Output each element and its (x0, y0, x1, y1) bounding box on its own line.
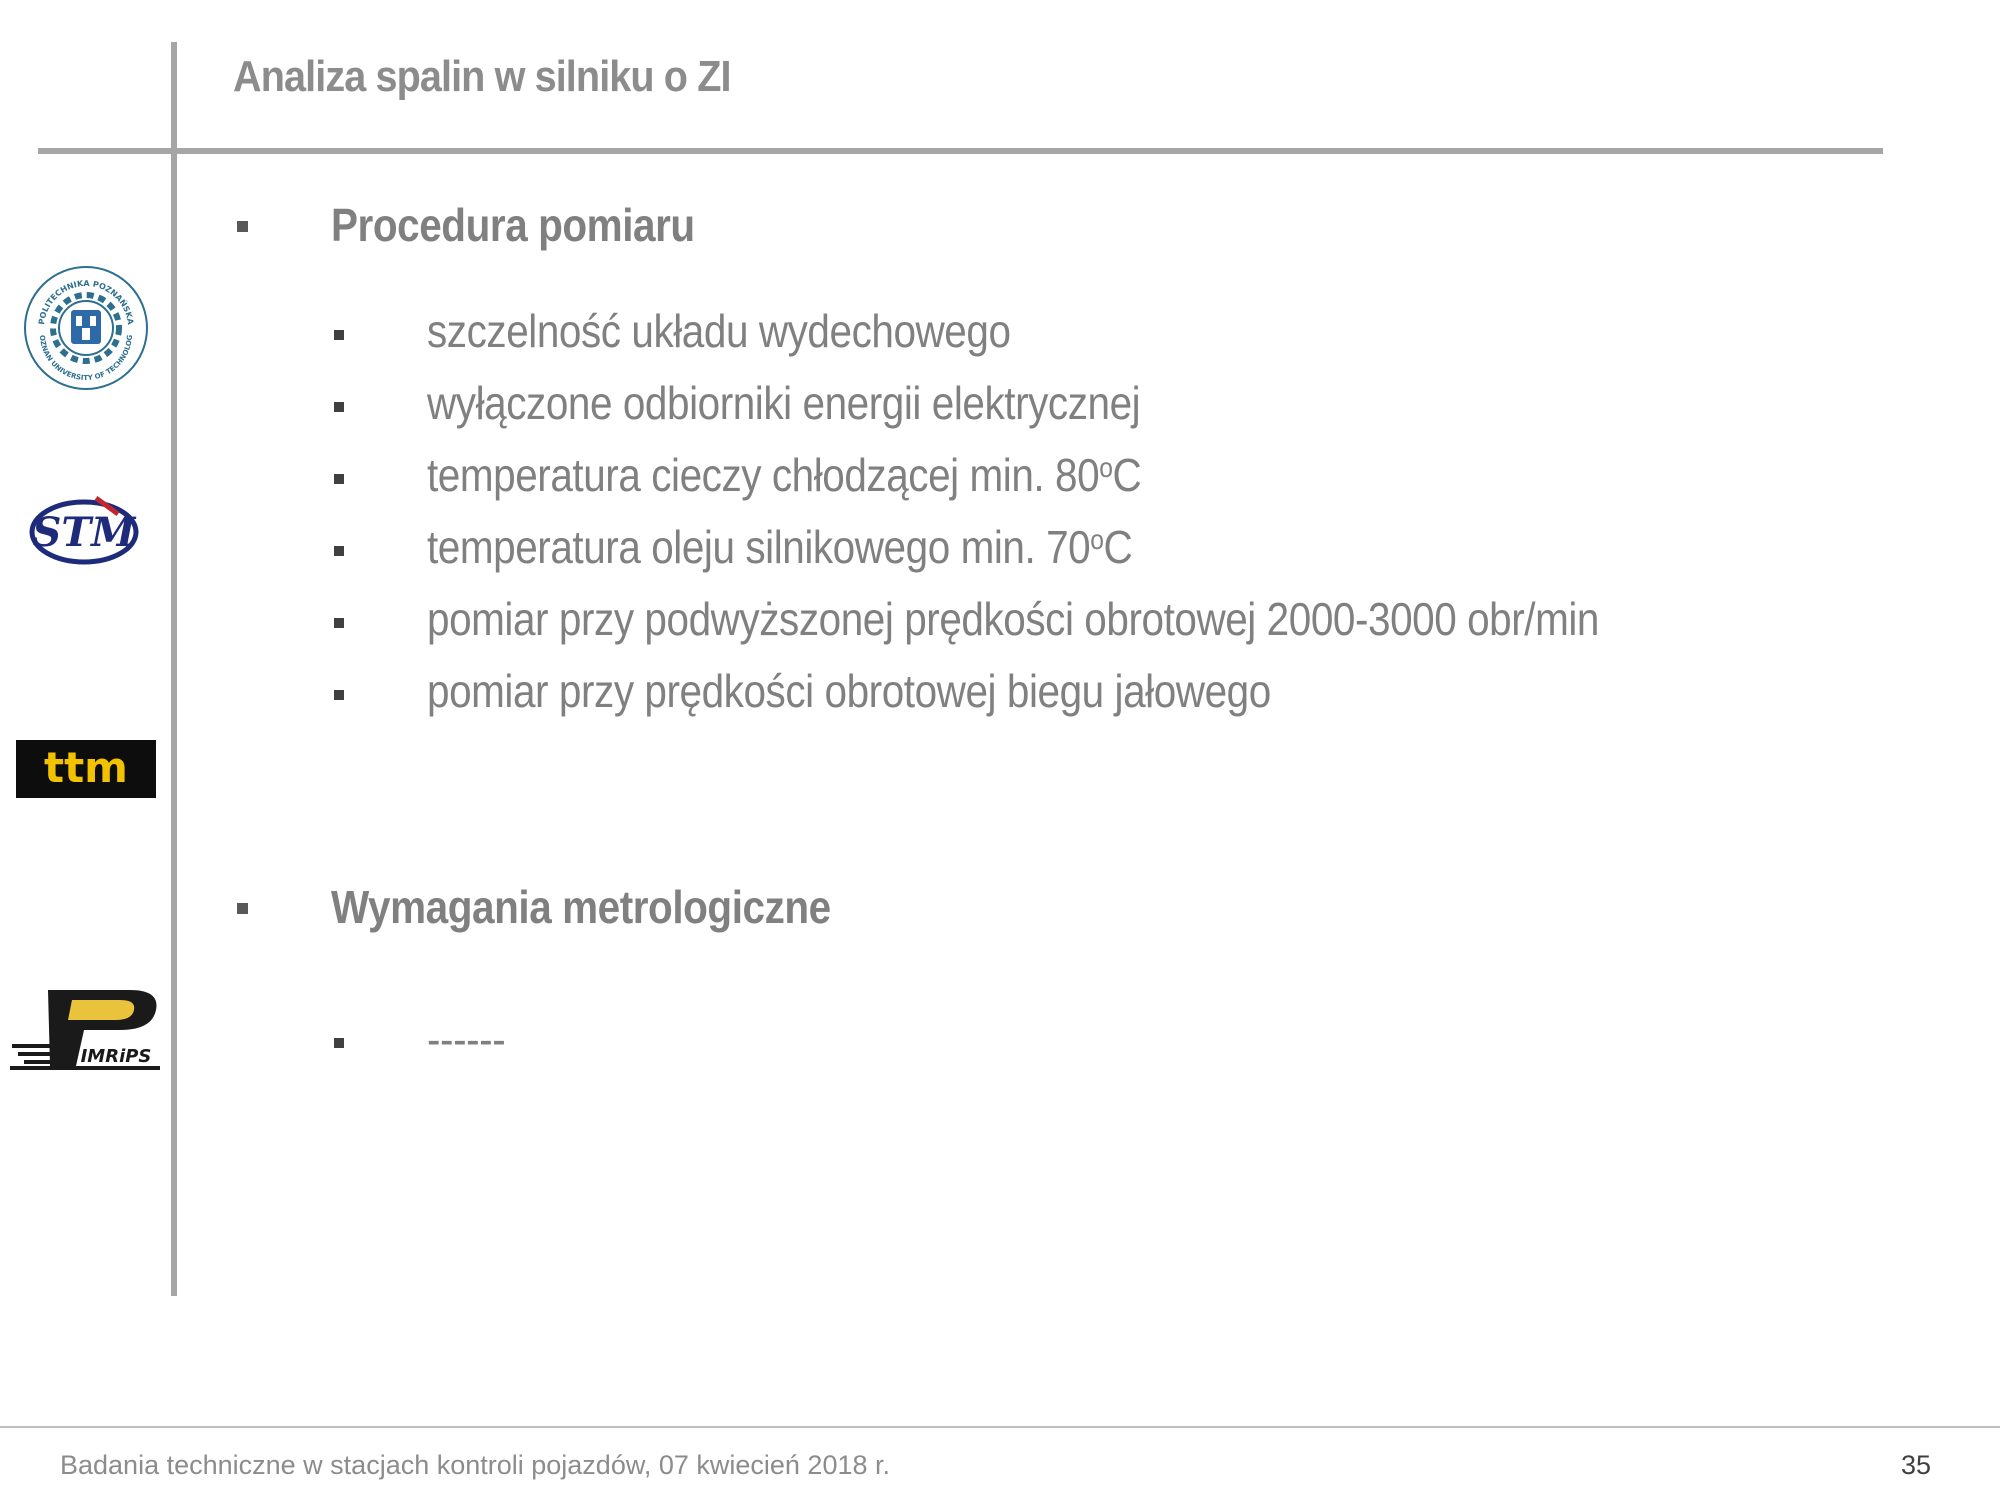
page-number: 35 (1901, 1450, 1932, 1480)
list-item: temperatura cieczy chłodzącej min. 80$^o$C (427, 449, 1142, 501)
svg-text:STM: STM (32, 509, 136, 556)
stm-logo (26, 490, 142, 575)
svg-text:POLITECHNIKA POZNAŃSKA: POLITECHNIKA POZNAŃSKA (37, 278, 135, 326)
list-item: wyłączone odbiorniki energii elektrycznej (427, 377, 1141, 429)
ttm-logo (16, 740, 156, 803)
section-heading-procedura: Procedura pomiaru (331, 199, 695, 251)
header-divider (38, 148, 1883, 154)
list-item: temperatura oleju silnikowego min. 70$^o$C (427, 521, 1133, 573)
vertical-divider (171, 42, 177, 1296)
footer-divider (0, 1426, 2000, 1428)
item-bullet (334, 402, 344, 412)
section-heading-wymagania: Wymagania metrologiczne (331, 881, 831, 933)
section-bullet (237, 903, 248, 914)
pimrips-logo (10, 986, 160, 1077)
slide-title: Analiza spalin w silniku o ZI (233, 52, 731, 101)
item-bullet (334, 546, 344, 556)
item-bullet (334, 474, 344, 484)
svg-text:IMRiPS: IMRiPS (80, 1046, 152, 1067)
politechnika-poznanska-logo (22, 264, 150, 397)
item-bullet (334, 618, 344, 628)
svg-text:ttm: ttm (44, 743, 128, 792)
section-bullet (237, 221, 248, 232)
item-bullet (334, 690, 344, 700)
list-item: szczelność układu wydechowego (427, 305, 1011, 357)
list-item: pomiar przy prędkości obrotowej biegu jałowego (427, 665, 1271, 717)
list-item: ------ (427, 1013, 506, 1065)
svg-text:POZNAN UNIVERSITY OF TECHNOLOG: OZNAN UNIVERSITY OF TECHNOLOG (37, 334, 135, 383)
item-bullet (334, 330, 344, 340)
item-bullet (334, 1038, 344, 1048)
list-item: pomiar przy podwyższonej prędkości obrotowej 2000-3000 obr/min (427, 593, 1600, 645)
footer-text: Badania techniczne w stacjach kontroli pojazdów, 07 kwiecień 2018 r. (60, 1450, 890, 1480)
